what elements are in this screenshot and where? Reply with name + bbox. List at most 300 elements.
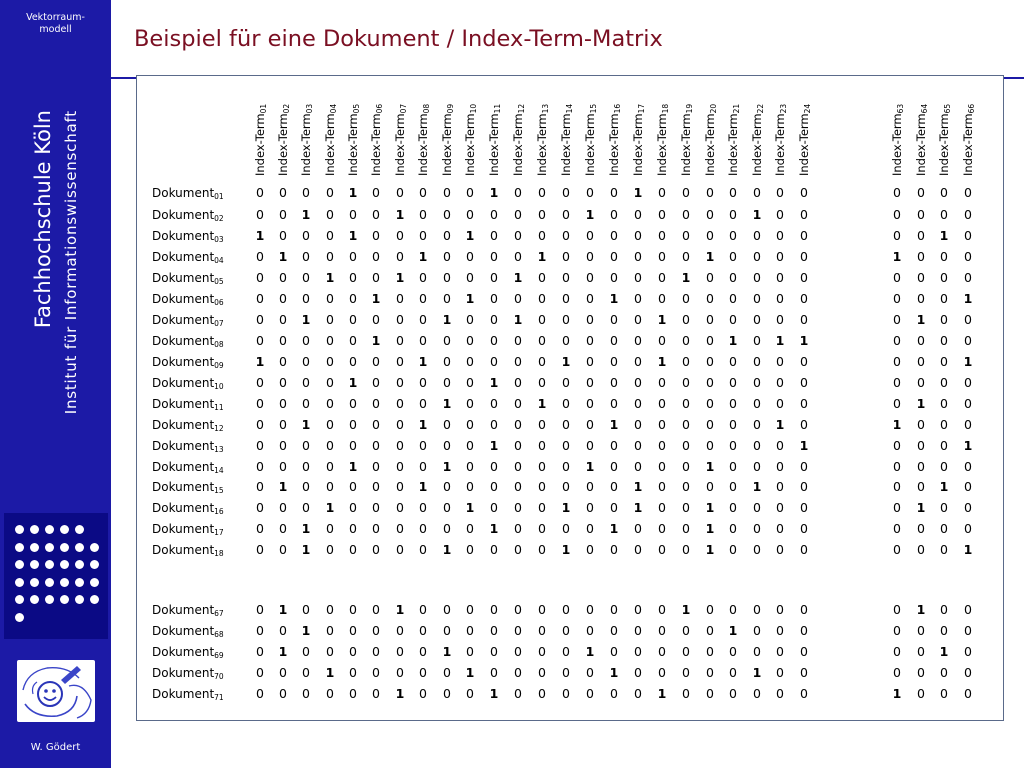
matrix-cell: 0 bbox=[917, 354, 925, 369]
matrix-cell: 1 bbox=[705, 459, 715, 474]
matrix-cell: 1 bbox=[301, 521, 311, 536]
matrix-cell: 0 bbox=[586, 542, 594, 557]
matrix-cell: 0 bbox=[753, 500, 761, 515]
logo-dot bbox=[45, 560, 54, 569]
column-header-prefix: Index-Term bbox=[369, 113, 383, 176]
row-label-index: 71 bbox=[214, 693, 224, 702]
matrix-cell: 1 bbox=[916, 500, 926, 515]
column-header-index: 10 bbox=[469, 103, 478, 114]
matrix-cell: 0 bbox=[562, 644, 570, 659]
matrix-cell: 0 bbox=[682, 521, 690, 536]
matrix-cell: 0 bbox=[964, 644, 972, 659]
matrix-cell: 1 bbox=[705, 542, 715, 557]
matrix-cell: 0 bbox=[466, 312, 474, 327]
matrix-cell: 0 bbox=[610, 312, 618, 327]
matrix-cell: 0 bbox=[256, 644, 264, 659]
matrix-cell: 1 bbox=[465, 665, 475, 680]
column-header-prefix: Index-Term bbox=[346, 113, 360, 176]
matrix-cell: 0 bbox=[964, 500, 972, 515]
matrix-cell: 0 bbox=[302, 375, 310, 390]
matrix-cell: 0 bbox=[776, 479, 784, 494]
matrix-cell: 0 bbox=[893, 459, 901, 474]
matrix-cell: 0 bbox=[419, 500, 427, 515]
matrix-cell: 0 bbox=[917, 375, 925, 390]
matrix-cell: 0 bbox=[419, 228, 427, 243]
matrix-cell: 0 bbox=[800, 602, 808, 617]
matrix-cell: 1 bbox=[681, 270, 691, 285]
row-label bbox=[152, 460, 224, 478]
row-label-prefix: Dokument bbox=[152, 229, 215, 243]
matrix-cell: 0 bbox=[729, 665, 737, 680]
matrix-cell: 0 bbox=[372, 396, 380, 411]
matrix-cell: 0 bbox=[443, 623, 451, 638]
matrix-cell: 0 bbox=[419, 686, 427, 701]
matrix-cell: 0 bbox=[419, 291, 427, 306]
matrix-cell: 0 bbox=[279, 521, 287, 536]
matrix-cell: 0 bbox=[514, 500, 522, 515]
matrix-cell: 0 bbox=[682, 375, 690, 390]
matrix-cell: 0 bbox=[964, 623, 972, 638]
matrix-cell: 0 bbox=[586, 521, 594, 536]
matrix-cell: 0 bbox=[682, 333, 690, 348]
column-header-index: 06 bbox=[375, 103, 384, 114]
matrix-cell: 0 bbox=[466, 459, 474, 474]
logo-dot bbox=[15, 613, 24, 622]
matrix-cell: 1 bbox=[465, 291, 475, 306]
column-header-index: 20 bbox=[709, 103, 718, 114]
matrix-cell: 0 bbox=[776, 542, 784, 557]
matrix-cell: 0 bbox=[658, 644, 666, 659]
matrix-cell: 0 bbox=[326, 417, 334, 432]
matrix-cell: 0 bbox=[658, 375, 666, 390]
logo-dot bbox=[75, 525, 84, 534]
column-header-index: 19 bbox=[685, 103, 694, 114]
matrix-cell: 1 bbox=[633, 479, 643, 494]
logo-dot bbox=[30, 543, 39, 552]
row-label-prefix: Dokument bbox=[152, 376, 215, 390]
matrix-cell: 0 bbox=[538, 459, 546, 474]
matrix-cell: 1 bbox=[561, 500, 571, 515]
column-header-index: 21 bbox=[732, 103, 741, 114]
matrix-cell: 0 bbox=[349, 207, 357, 222]
matrix-cell: 0 bbox=[586, 291, 594, 306]
dot-pattern-logo bbox=[4, 513, 108, 639]
matrix-cell: 0 bbox=[326, 291, 334, 306]
matrix-cell: 0 bbox=[917, 291, 925, 306]
row-label-index: 14 bbox=[214, 466, 224, 475]
matrix-cell: 0 bbox=[706, 354, 714, 369]
matrix-cell: 0 bbox=[256, 312, 264, 327]
matrix-cell: 0 bbox=[349, 542, 357, 557]
row-label-index: 67 bbox=[214, 609, 224, 618]
matrix-cell: 0 bbox=[917, 686, 925, 701]
column-header-prefix: Index-Term bbox=[797, 113, 811, 176]
column-header-prefix: Index-Term bbox=[440, 113, 454, 176]
matrix-cell: 0 bbox=[396, 438, 404, 453]
matrix-cell: 0 bbox=[658, 270, 666, 285]
matrix-cell: 0 bbox=[940, 375, 948, 390]
row-label bbox=[152, 292, 224, 310]
matrix-cell: 0 bbox=[562, 686, 570, 701]
matrix-cell: 0 bbox=[658, 459, 666, 474]
matrix-cell: 0 bbox=[514, 623, 522, 638]
matrix-cell: 0 bbox=[940, 521, 948, 536]
matrix-cell: 0 bbox=[256, 291, 264, 306]
matrix-cell: 1 bbox=[418, 249, 428, 264]
matrix-cell: 0 bbox=[586, 249, 594, 264]
matrix-cell: 0 bbox=[706, 270, 714, 285]
matrix-cell: 1 bbox=[585, 207, 595, 222]
column-header-prefix: Index-Term bbox=[726, 113, 740, 176]
matrix-cell: 0 bbox=[753, 542, 761, 557]
row-label-index: 16 bbox=[214, 507, 224, 516]
matrix-cell: 0 bbox=[706, 228, 714, 243]
matrix-cell: 0 bbox=[586, 375, 594, 390]
matrix-cell: 0 bbox=[538, 417, 546, 432]
matrix-cell: 0 bbox=[586, 686, 594, 701]
matrix-cell: 0 bbox=[349, 417, 357, 432]
matrix-cell: 0 bbox=[776, 623, 784, 638]
matrix-cell: 1 bbox=[752, 665, 762, 680]
matrix-cell: 0 bbox=[279, 375, 287, 390]
column-header-prefix: Index-Term bbox=[487, 113, 501, 176]
matrix-cell: 0 bbox=[562, 207, 570, 222]
matrix-cell: 0 bbox=[658, 438, 666, 453]
matrix-cell: 0 bbox=[256, 207, 264, 222]
matrix-cell: 0 bbox=[706, 312, 714, 327]
matrix-cell: 0 bbox=[466, 479, 474, 494]
matrix-cell: 0 bbox=[514, 602, 522, 617]
column-header-index: 18 bbox=[661, 103, 670, 114]
matrix-cell: 0 bbox=[800, 521, 808, 536]
row-label bbox=[152, 624, 224, 642]
matrix-cell: 0 bbox=[372, 500, 380, 515]
matrix-cell: 0 bbox=[256, 459, 264, 474]
matrix-cell: 1 bbox=[892, 686, 902, 701]
row-label bbox=[152, 666, 224, 684]
matrix-cell: 0 bbox=[538, 333, 546, 348]
matrix-cell: 0 bbox=[514, 438, 522, 453]
topic-line-1: Vektorraum- bbox=[26, 12, 85, 23]
matrix-cell: 0 bbox=[349, 623, 357, 638]
matrix-cell: 0 bbox=[940, 333, 948, 348]
matrix-cell: 0 bbox=[372, 312, 380, 327]
matrix-cell: 0 bbox=[443, 270, 451, 285]
row-label bbox=[152, 480, 224, 498]
matrix-cell: 0 bbox=[326, 185, 334, 200]
matrix-cell: 0 bbox=[964, 375, 972, 390]
matrix-cell: 0 bbox=[682, 623, 690, 638]
matrix-cell: 1 bbox=[752, 207, 762, 222]
matrix-cell: 0 bbox=[776, 438, 784, 453]
matrix-cell: 0 bbox=[514, 375, 522, 390]
matrix-cell: 0 bbox=[682, 479, 690, 494]
row-label-prefix: Dokument bbox=[152, 522, 215, 536]
matrix-cell: 1 bbox=[939, 479, 949, 494]
matrix-cell: 0 bbox=[586, 270, 594, 285]
matrix-cell: 0 bbox=[706, 644, 714, 659]
matrix-cell: 0 bbox=[586, 417, 594, 432]
matrix-cell: 0 bbox=[658, 623, 666, 638]
matrix-cell: 1 bbox=[371, 291, 381, 306]
matrix-cell: 1 bbox=[513, 312, 523, 327]
matrix-cell: 0 bbox=[586, 312, 594, 327]
matrix-cell: 0 bbox=[443, 500, 451, 515]
matrix-cell: 0 bbox=[917, 417, 925, 432]
matrix-cell: 0 bbox=[349, 644, 357, 659]
logo-dot bbox=[30, 595, 39, 604]
matrix-cell: 0 bbox=[917, 207, 925, 222]
row-label-prefix: Dokument bbox=[152, 292, 215, 306]
matrix-cell: 0 bbox=[466, 623, 474, 638]
matrix-cell: 0 bbox=[419, 207, 427, 222]
row-label-prefix: Dokument bbox=[152, 355, 215, 369]
matrix-cell: 1 bbox=[963, 354, 973, 369]
matrix-cell: 1 bbox=[752, 479, 762, 494]
column-header-index: 65 bbox=[943, 103, 952, 114]
matrix-cell: 1 bbox=[633, 500, 643, 515]
matrix-cell: 0 bbox=[940, 500, 948, 515]
matrix-cell: 0 bbox=[776, 602, 784, 617]
matrix-cell: 0 bbox=[610, 479, 618, 494]
matrix-cell: 0 bbox=[302, 479, 310, 494]
matrix-cell: 1 bbox=[609, 665, 619, 680]
matrix-cell: 0 bbox=[753, 354, 761, 369]
column-header-prefix: Index-Term bbox=[511, 113, 525, 176]
matrix-cell: 0 bbox=[326, 459, 334, 474]
matrix-cell: 0 bbox=[349, 312, 357, 327]
matrix-cell: 1 bbox=[278, 479, 288, 494]
matrix-cell: 0 bbox=[893, 396, 901, 411]
row-label-prefix: Dokument bbox=[152, 480, 215, 494]
matrix-cell: 0 bbox=[658, 521, 666, 536]
matrix-cell: 0 bbox=[586, 479, 594, 494]
matrix-cell: 0 bbox=[562, 333, 570, 348]
matrix-cell: 0 bbox=[538, 542, 546, 557]
matrix-cell: 0 bbox=[396, 185, 404, 200]
column-header-index: 02 bbox=[282, 103, 291, 114]
column-header-prefix: Index-Term bbox=[890, 113, 904, 176]
matrix-cell: 0 bbox=[658, 417, 666, 432]
matrix-cell: 0 bbox=[634, 438, 642, 453]
matrix-cell: 1 bbox=[301, 623, 311, 638]
matrix-cell: 0 bbox=[729, 228, 737, 243]
matrix-cell: 0 bbox=[893, 479, 901, 494]
row-label-index: 18 bbox=[214, 549, 224, 558]
matrix-cell: 1 bbox=[465, 500, 475, 515]
matrix-cell: 0 bbox=[753, 185, 761, 200]
matrix-cell: 0 bbox=[538, 623, 546, 638]
matrix-cell: 0 bbox=[586, 500, 594, 515]
matrix-cell: 0 bbox=[302, 291, 310, 306]
matrix-cell: 0 bbox=[419, 602, 427, 617]
matrix-cell: 0 bbox=[349, 354, 357, 369]
row-label-prefix: Dokument bbox=[152, 208, 215, 222]
matrix-cell: 0 bbox=[964, 333, 972, 348]
matrix-cell: 0 bbox=[800, 249, 808, 264]
column-header-prefix: Index-Term bbox=[937, 113, 951, 176]
matrix-cell: 0 bbox=[372, 417, 380, 432]
column-header-prefix: Index-Term bbox=[655, 113, 669, 176]
matrix-cell: 0 bbox=[396, 521, 404, 536]
matrix-cell: 0 bbox=[917, 185, 925, 200]
logo-dot bbox=[75, 560, 84, 569]
matrix-cell: 0 bbox=[753, 375, 761, 390]
column-header-prefix: Index-Term bbox=[750, 113, 764, 176]
column-header-prefix: Index-Term bbox=[253, 113, 267, 176]
row-label bbox=[152, 355, 224, 373]
matrix-cell: 0 bbox=[658, 542, 666, 557]
matrix-cell: 0 bbox=[514, 521, 522, 536]
matrix-cell: 0 bbox=[634, 665, 642, 680]
matrix-cell: 0 bbox=[682, 644, 690, 659]
matrix-cell: 0 bbox=[490, 623, 498, 638]
row-label-prefix: Dokument bbox=[152, 603, 215, 617]
column-header-index: 17 bbox=[637, 103, 646, 114]
column-header-index: 14 bbox=[565, 103, 574, 114]
matrix-cell: 0 bbox=[917, 665, 925, 680]
matrix-cell: 0 bbox=[893, 291, 901, 306]
matrix-cell: 0 bbox=[917, 270, 925, 285]
matrix-cell: 0 bbox=[326, 438, 334, 453]
matrix-cell: 0 bbox=[658, 665, 666, 680]
matrix-cell: 0 bbox=[256, 438, 264, 453]
row-label bbox=[152, 645, 224, 663]
matrix-cell: 1 bbox=[348, 185, 358, 200]
row-label bbox=[152, 186, 224, 204]
matrix-cell: 0 bbox=[610, 644, 618, 659]
matrix-cell: 0 bbox=[372, 686, 380, 701]
matrix-cell: 0 bbox=[302, 644, 310, 659]
matrix-cell: 0 bbox=[586, 354, 594, 369]
matrix-cell: 0 bbox=[538, 270, 546, 285]
matrix-cell: 0 bbox=[302, 602, 310, 617]
matrix-cell: 0 bbox=[466, 185, 474, 200]
row-label-index: 07 bbox=[214, 319, 224, 328]
matrix-cell: 0 bbox=[800, 207, 808, 222]
matrix-cell: 0 bbox=[256, 333, 264, 348]
matrix-cell: 0 bbox=[776, 500, 784, 515]
matrix-cell: 0 bbox=[466, 207, 474, 222]
matrix-cell: 1 bbox=[585, 459, 595, 474]
matrix-cell: 0 bbox=[514, 291, 522, 306]
matrix-cell: 1 bbox=[939, 228, 949, 243]
matrix-cell: 0 bbox=[776, 521, 784, 536]
matrix-cell: 0 bbox=[490, 602, 498, 617]
column-header-index: 24 bbox=[803, 103, 812, 114]
matrix-cell: 0 bbox=[349, 479, 357, 494]
matrix-cell: 0 bbox=[396, 665, 404, 680]
matrix-cell: 0 bbox=[372, 521, 380, 536]
matrix-cell: 0 bbox=[396, 459, 404, 474]
matrix-cell: 0 bbox=[658, 396, 666, 411]
row-label-index: 02 bbox=[214, 214, 224, 223]
column-header-index: 09 bbox=[446, 103, 455, 114]
matrix-cell: 0 bbox=[396, 479, 404, 494]
matrix-cell: 0 bbox=[800, 270, 808, 285]
matrix-cell: 0 bbox=[800, 623, 808, 638]
matrix-cell: 0 bbox=[893, 644, 901, 659]
matrix-cell: 0 bbox=[729, 291, 737, 306]
matrix-cell: 1 bbox=[916, 396, 926, 411]
matrix-cell: 0 bbox=[800, 459, 808, 474]
matrix-cell: 0 bbox=[372, 602, 380, 617]
matrix-cell: 0 bbox=[917, 521, 925, 536]
matrix-cell: 0 bbox=[729, 270, 737, 285]
matrix-cell: 0 bbox=[514, 354, 522, 369]
row-label-index: 04 bbox=[214, 256, 224, 265]
matrix-cell: 1 bbox=[657, 686, 667, 701]
matrix-cell: 0 bbox=[466, 686, 474, 701]
matrix-cell: 0 bbox=[586, 665, 594, 680]
matrix-cell: 0 bbox=[514, 459, 522, 474]
matrix-cell: 0 bbox=[776, 185, 784, 200]
logo-dot bbox=[90, 543, 99, 552]
matrix-cell: 0 bbox=[940, 270, 948, 285]
matrix-cell: 0 bbox=[682, 459, 690, 474]
matrix-cell: 0 bbox=[729, 644, 737, 659]
matrix-cell: 0 bbox=[490, 665, 498, 680]
matrix-cell: 0 bbox=[706, 623, 714, 638]
matrix-cell: 0 bbox=[893, 375, 901, 390]
matrix-cell: 0 bbox=[256, 665, 264, 680]
matrix-cell: 0 bbox=[800, 291, 808, 306]
matrix-cell: 1 bbox=[561, 354, 571, 369]
logo-dot bbox=[60, 525, 69, 534]
matrix-cell: 1 bbox=[657, 312, 667, 327]
matrix-cell: 1 bbox=[442, 396, 452, 411]
matrix-cell: 0 bbox=[729, 417, 737, 432]
matrix-cell: 0 bbox=[610, 438, 618, 453]
matrix-cell: 0 bbox=[372, 542, 380, 557]
matrix-cell: 1 bbox=[325, 270, 335, 285]
matrix-cell: 0 bbox=[706, 602, 714, 617]
matrix-cell: 0 bbox=[893, 542, 901, 557]
matrix-cell: 0 bbox=[729, 354, 737, 369]
matrix-cell: 0 bbox=[490, 354, 498, 369]
matrix-cell: 0 bbox=[419, 375, 427, 390]
matrix-cell: 0 bbox=[940, 686, 948, 701]
column-header-prefix: Index-Term bbox=[679, 113, 693, 176]
matrix-cell: 0 bbox=[538, 500, 546, 515]
column-header-prefix: Index-Term bbox=[535, 113, 549, 176]
logo-dot bbox=[15, 578, 24, 587]
matrix-cell: 0 bbox=[396, 500, 404, 515]
matrix-cell: 0 bbox=[490, 396, 498, 411]
matrix-cell: 1 bbox=[963, 438, 973, 453]
matrix-cell: 0 bbox=[753, 228, 761, 243]
matrix-cell: 1 bbox=[657, 354, 667, 369]
matrix-cell: 0 bbox=[419, 644, 427, 659]
matrix-cell: 0 bbox=[256, 542, 264, 557]
matrix-cell: 0 bbox=[940, 312, 948, 327]
matrix-cell: 0 bbox=[490, 479, 498, 494]
matrix-cell: 1 bbox=[775, 417, 785, 432]
matrix-cell: 0 bbox=[729, 396, 737, 411]
matrix-cell: 1 bbox=[418, 354, 428, 369]
matrix-cell: 0 bbox=[753, 312, 761, 327]
column-header-index: 04 bbox=[329, 103, 338, 114]
matrix-cell: 0 bbox=[279, 312, 287, 327]
matrix-cell: 0 bbox=[634, 375, 642, 390]
row-label-index: 11 bbox=[214, 403, 224, 412]
column-header-index: 22 bbox=[756, 103, 765, 114]
matrix-cell: 0 bbox=[753, 333, 761, 348]
matrix-cell: 0 bbox=[419, 438, 427, 453]
matrix-cell: 1 bbox=[442, 644, 452, 659]
matrix-cell: 1 bbox=[799, 438, 809, 453]
matrix-cell: 0 bbox=[372, 479, 380, 494]
